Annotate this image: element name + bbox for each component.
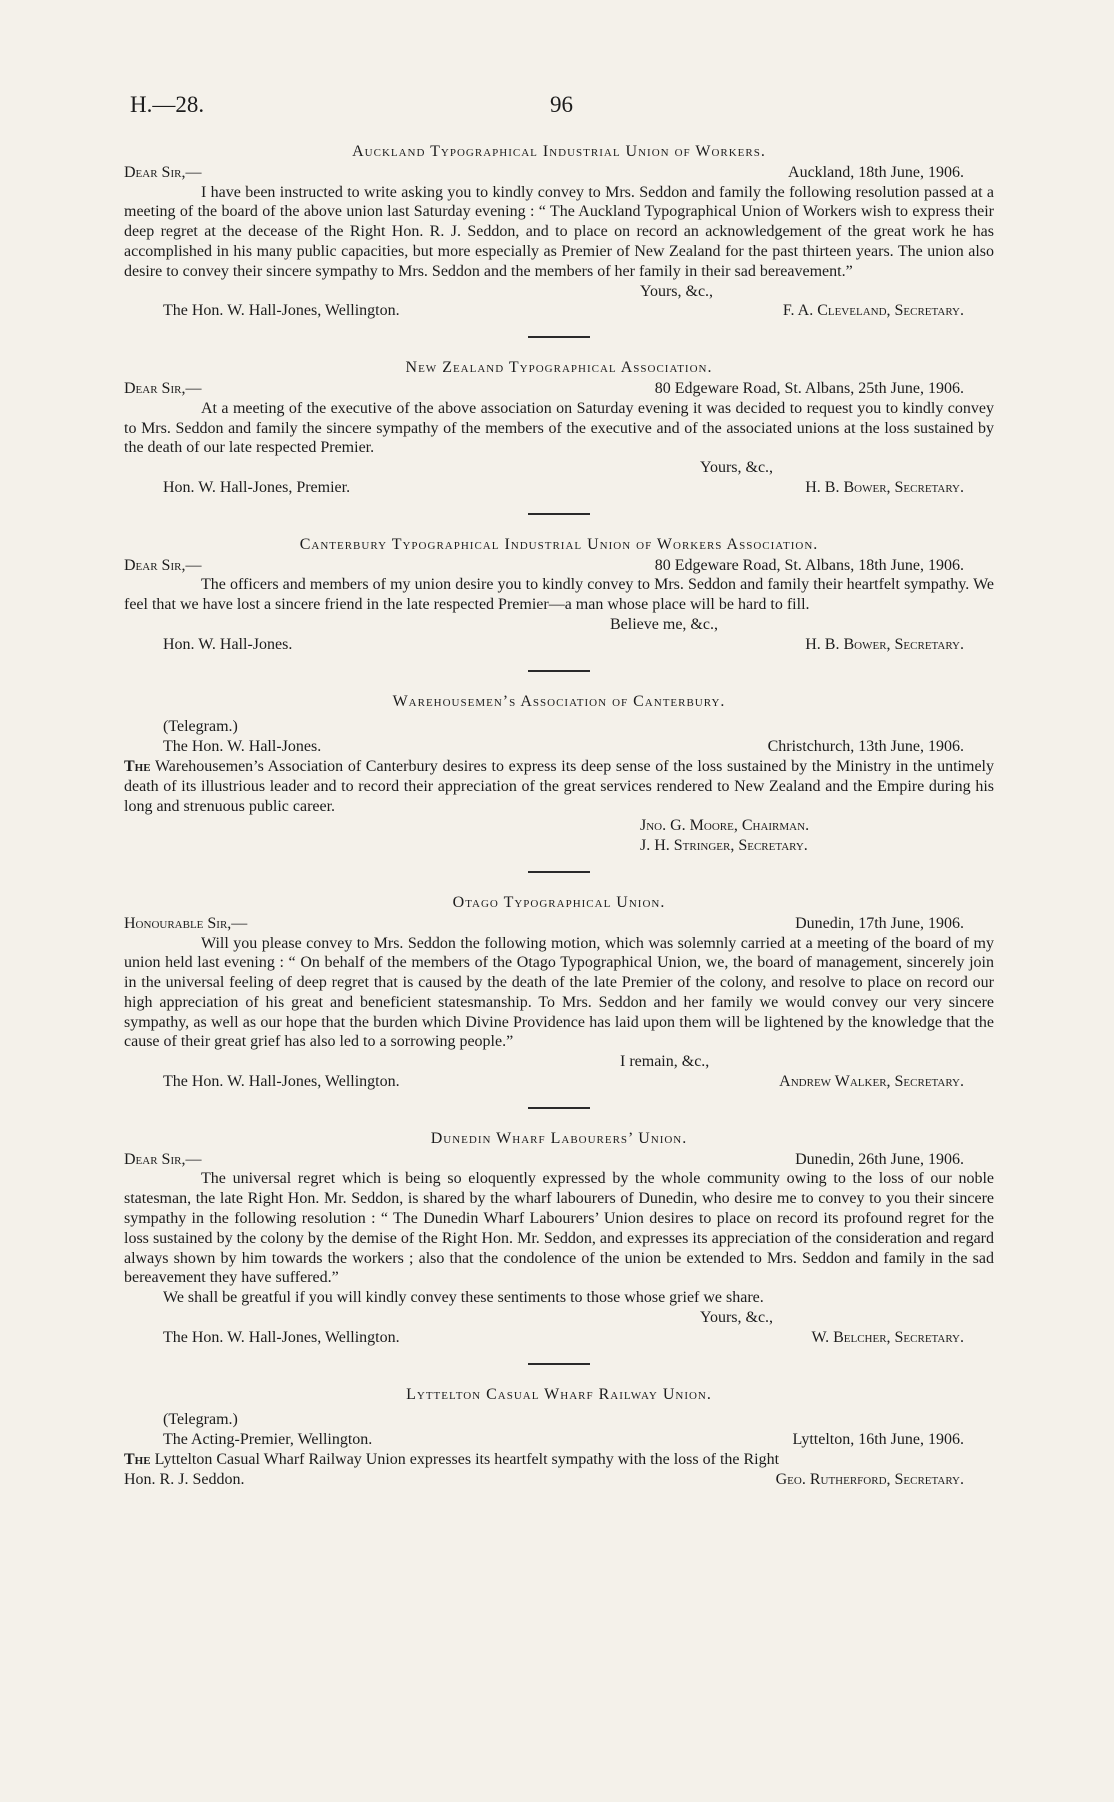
telegram-label: (Telegram.) bbox=[163, 718, 238, 736]
signature-secretary: J. H. Stringer, Secretary. bbox=[640, 837, 808, 855]
section-divider bbox=[528, 1363, 590, 1365]
salutation-row bbox=[124, 163, 994, 183]
place-date: 80 Edgeware Road, St. Albans, 18th June, 1906. bbox=[654, 556, 964, 574]
body-text: Warehousemen’s Association of Canterbury desires to express its deep sense of the loss sustained by the Ministry in the untimely death of its illustrious leader and to record their appreciation of the great services rendered to New Zealand and the Empire during his long and strenuous public career. bbox=[124, 757, 994, 815]
place-date: Christchurch, 13th June, 1906. bbox=[767, 738, 964, 756]
section-title: Lyttelton Casual Wharf Railway Union. bbox=[406, 1385, 712, 1403]
signature: W. Belcher, Secretary. bbox=[811, 1328, 964, 1346]
place-date: 80 Edgeware Road, St. Albans, 25th June, 1906. bbox=[654, 379, 964, 397]
place-date: Auckland, 18th June, 1906. bbox=[788, 163, 964, 181]
letter-body: I have been instructed to write asking you to kindly convey to Mrs. Seddon and family the following resolution passed at a meeting of the board of the above union last Saturday evening : “ The Auckland Typographical Union of Workers wish to express their deep regret at the decease of the Right Hon. R. J. Seddon, and to place on record an acknowledgement of the great work he has accomplished in his many public capacities, but more especially as Premier of New Zealand for the past thirteen years. The union also desire to convey their sincere sympathy to Mrs. Seddon and the members of her family in their sad bereavement.” bbox=[124, 183, 994, 280]
section-divider bbox=[528, 1107, 590, 1109]
closing: Yours, &c., bbox=[640, 282, 714, 300]
letter-dunedin-wharf bbox=[124, 1129, 994, 1348]
closing: I remain, &c., bbox=[620, 1053, 710, 1071]
telegram-warehousemen bbox=[124, 692, 994, 856]
lead-word: The bbox=[124, 1451, 151, 1469]
page-header bbox=[130, 92, 1000, 122]
letter-auckland-typographical bbox=[124, 142, 994, 321]
section-divider bbox=[528, 336, 590, 338]
closing: Yours, &c., bbox=[700, 459, 774, 477]
salutation: Dear Sir,— bbox=[124, 379, 202, 397]
letter-body: At a meeting of the executive of the above association on Saturday evening it was decided to request you to kindly convey to Mrs. Seddon and family the sincere sympathy of the members of the executive and of the associated unions at the loss sustained by the death of our late respected Premier. bbox=[124, 399, 994, 457]
salutation-row bbox=[124, 556, 994, 576]
signature-chairman: Jno. G. Moore, Chairman. bbox=[640, 817, 810, 835]
salutation-row bbox=[124, 914, 994, 934]
letter-canterbury-typographical bbox=[124, 535, 994, 655]
section-title: Auckland Typographical Industrial Union of Workers. bbox=[352, 143, 766, 160]
salutation-row bbox=[124, 1150, 994, 1170]
place-date: Dunedin, 26th June, 1906. bbox=[795, 1150, 964, 1168]
last-line: Hon. R. J. Seddon. bbox=[124, 1470, 245, 1488]
telegram-body bbox=[124, 1450, 994, 1470]
addressee: Hon. W. Hall-Jones. bbox=[163, 635, 293, 653]
signature: Andrew Walker, Secretary. bbox=[779, 1073, 964, 1091]
letter-otago-typographical bbox=[124, 893, 994, 1092]
addressee-row bbox=[124, 737, 994, 757]
section-divider bbox=[528, 670, 590, 672]
addressee-row bbox=[124, 301, 994, 321]
addressee: The Acting-Premier, Wellington. bbox=[163, 1431, 373, 1449]
section-title: Canterbury Typographical Industrial Union of Workers Association. bbox=[299, 535, 819, 553]
salutation: Honourable Sir,— bbox=[124, 914, 248, 932]
salutation: Dear Sir,— bbox=[124, 556, 202, 574]
salutation: Dear Sir,— bbox=[124, 163, 202, 181]
telegram-body bbox=[124, 757, 994, 816]
section-divider bbox=[528, 871, 590, 873]
section-title: Warehousemen’s Association of Canterbury. bbox=[392, 692, 726, 710]
signature: H. B. Bower, Secretary. bbox=[805, 478, 964, 496]
telegram-lyttelton bbox=[124, 1385, 994, 1490]
section-title: New Zealand Typographical Association. bbox=[405, 359, 713, 377]
addressee-row bbox=[124, 1430, 994, 1450]
letter-body: The universal regret which is being so eloquently expressed by the whole community owing to the loss of our noble statesman, the late Right Hon. Mr. Seddon, is shared by the wharf labourers of Dunedin, who desire me to convey to you their sincere sympathy in the following resolution : “ The Dunedin Wharf Labourers’ Union desires to place on record its profound regret for the loss sustained by the colony by the demise of the Right Hon. Mr. Seddon, and expresses its appreciation of the consideration and regard always shown by him towards the workers ; also that the condolence of the union be extended to Mrs. Seddon and family in the sad bereavement they have suffered.” bbox=[124, 1170, 994, 1287]
place-date: Lyttelton, 16th June, 1906. bbox=[792, 1431, 964, 1449]
section-title: Otago Typographical Union. bbox=[452, 893, 666, 911]
section-divider bbox=[528, 513, 590, 515]
addressee: The Hon. W. Hall-Jones, Wellington. bbox=[163, 1073, 400, 1091]
salutation: Dear Sir,— bbox=[124, 1150, 202, 1168]
letter-nz-typographical bbox=[124, 358, 994, 498]
telegram-label: (Telegram.) bbox=[163, 1411, 238, 1429]
addressee: The Hon. W. Hall-Jones, Wellington. bbox=[163, 1328, 400, 1346]
addressee: Hon. W. Hall-Jones, Premier. bbox=[163, 478, 351, 496]
addressee-row bbox=[124, 1072, 994, 1092]
lead-word: The bbox=[124, 757, 151, 775]
closing: Yours, &c., bbox=[700, 1309, 774, 1327]
letter-body: Will you please convey to Mrs. Seddon the following motion, which was solemnly carried at a meeting of the board of my union held last evening : “ On behalf of the members of the Otago Typographical Union, we, the board of management, sincerely join in the universal feeling of deep regret that is caused by the death of the late Premier of the colony, and resolve to place on record our high appreciation of his great and beneficient statesmanship. To Mrs. Seddon and her family we would convey our very sincere sympathy, as well as our hope that the burden which Divine Providence has laid upon them will be lightened by the knowledge that the cause of their great grief has also led to a sorrowing people.” bbox=[124, 934, 994, 1051]
signature: F. A. Cleveland, Secretary. bbox=[782, 302, 964, 320]
page-number: 96 bbox=[550, 92, 573, 117]
letter-body-continued: We shall be greatful if you will kindly convey these sentiments to those whose grief we share. bbox=[163, 1289, 764, 1307]
addressee-row bbox=[124, 478, 994, 498]
addressee-row bbox=[124, 635, 994, 655]
section-title: Dunedin Wharf Labourers’ Union. bbox=[430, 1129, 688, 1147]
addressee: The Hon. W. Hall-Jones. bbox=[163, 738, 322, 756]
closing: Believe me, &c., bbox=[610, 615, 718, 633]
addressee: The Hon. W. Hall-Jones, Wellington. bbox=[163, 302, 400, 320]
body-text: Lyttelton Casual Wharf Railway Union expresses its heartfelt sympathy with the loss of the Right bbox=[150, 1451, 780, 1469]
signature: Geo. Rutherford, Secretary. bbox=[775, 1470, 964, 1488]
signature: H. B. Bower, Secretary. bbox=[805, 635, 964, 653]
salutation-row bbox=[124, 379, 994, 399]
addressee-row bbox=[124, 1328, 994, 1348]
page-content bbox=[124, 142, 994, 1490]
letter-body: The officers and members of my union desire you to kindly convey to Mrs. Seddon and family their heartfelt sympathy. We feel that we have lost a sincere friend in the late respected Premier—a man whose place will be hard to fill. bbox=[124, 576, 994, 614]
signature-row bbox=[124, 1470, 994, 1490]
place-date: Dunedin, 17th June, 1906. bbox=[795, 914, 964, 932]
paper-reference: H.—28. bbox=[130, 92, 205, 117]
